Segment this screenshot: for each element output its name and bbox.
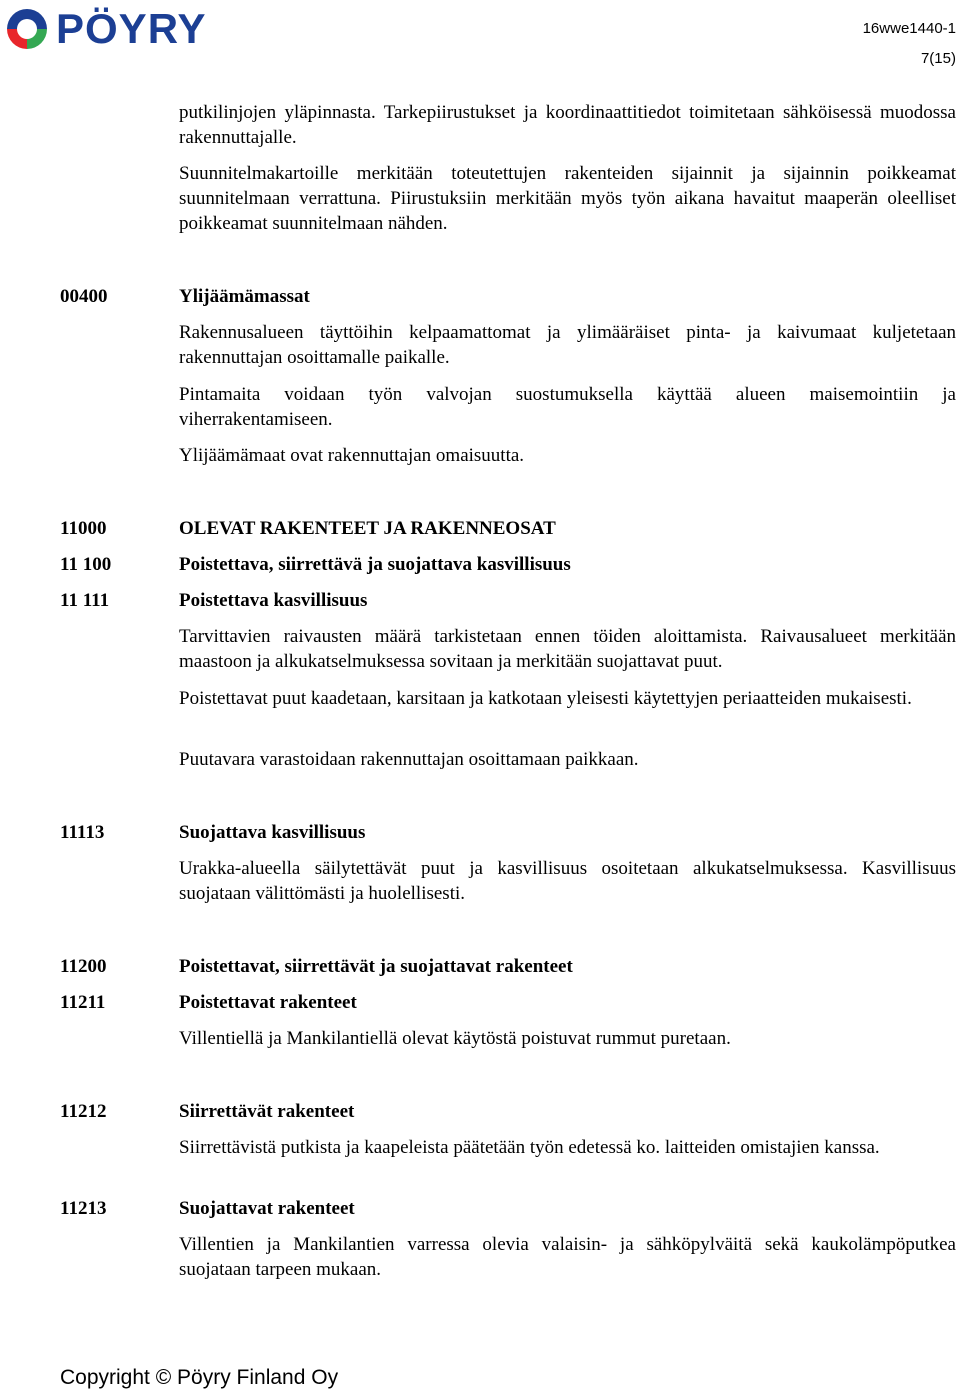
section-11111-paragraph-3: Puutavara varastoidaan rakennuttajan osoittamaan paikkaan.	[179, 749, 639, 770]
section-11212-paragraph-1: Siirrettävistä putkista ja kaapeleista päätetään työn edetessä ko. laitteiden omistajien kanssa.	[179, 1137, 880, 1158]
intro-paragraph-1: putkilinjojen yläpinnasta. Tarkepiirustukset ja koordinaattitiedot toimitetaan sähköisessä muodossa rakennuttajalle.	[179, 102, 956, 148]
section-number-11100: 11 100	[60, 554, 112, 575]
section-title-11113: Suojattava kasvillisuus	[179, 822, 366, 843]
section-title-11100: Poistettava, siirrettävä ja suojattava kasvillisuus	[179, 554, 571, 575]
section-title-11200: Poistettavat, siirrettävät ja suojattavat rakenteet	[179, 956, 573, 977]
logo-wordmark: PÖYRY	[56, 5, 207, 52]
section-title-11211: Poistettavat rakenteet	[179, 992, 357, 1013]
section-11211-paragraph-1: Villentiellä ja Mankilantiellä olevat käytöstä poistuvat rummut puretaan.	[179, 1028, 731, 1049]
section-number-11212: 11212	[60, 1101, 107, 1122]
section-title-11212: Siirrettävät rakenteet	[179, 1101, 355, 1122]
document-id: 16wwe1440-1	[862, 20, 956, 37]
section-title-11000: OLEVAT RAKENTEET JA RAKENNEOSAT	[179, 518, 556, 539]
intro-paragraph-2: Suunnitelmakartoille merkitään toteutettujen rakenteiden sijainnit ja sijainnin poikkeamat suunnitelmaan verrattuna. Piirustuksiin merkitään myös työn aikana havaitut maaperän oleelliset poikkeamat suunnitelmaan nähden.	[179, 163, 956, 234]
footer-copyright: Copyright © Pöyry Finland Oy	[60, 1366, 339, 1389]
section-number-11200: 11200	[60, 956, 107, 977]
section-number-11213: 11213	[60, 1198, 107, 1219]
section-11113-paragraph-1: Urakka-alueella säilytettävät puut ja kasvillisuus osoitetaan alkukatselmuksessa. Kasvillisuus suojataan välittömästi ja huolellisesti.	[179, 858, 956, 904]
page-header	[0, 0, 960, 70]
section-number-00400: 00400	[60, 286, 108, 307]
page-number: 7(15)	[920, 50, 956, 67]
section-00400-paragraph-3: Ylijäämämaat ovat rakennuttajan omaisuutta.	[179, 445, 525, 466]
section-title-11111: Poistettava kasvillisuus	[179, 590, 368, 611]
poyry-logo	[4, 6, 206, 52]
section-11111-paragraph-2: Poistettavat puut kaadetaan, karsitaan ja katkotaan yleisesti käytettyjen periaatteiden mukaisesti.	[179, 688, 912, 709]
section-00400-paragraph-2: Pintamaita voidaan työn valvojan suostumuksella käyttää alueen maisemointiin ja viherrakentamiseen.	[179, 384, 956, 430]
section-number-11211: 11211	[60, 992, 106, 1013]
poyry-logo-icon	[4, 6, 50, 52]
section-title-00400: Ylijäämämassat	[179, 286, 310, 307]
section-00400-paragraph-1: Rakennusalueen täyttöihin kelpaamattomat ja ylimääräiset pinta- ja kaivumaat kuljetetaan rakennuttajan osoittamalle paikalle.	[179, 322, 956, 368]
section-11111-paragraph-1: Tarvittavien raivausten määrä tarkistetaan ennen töiden aloittamista. Raivausalueet merkitään maastoon ja alkukatselmuksessa sovitaan ja merkitään suojattavat puut.	[179, 626, 956, 672]
section-title-11213: Suojattavat rakenteet	[179, 1198, 355, 1219]
section-number-11000: 11000	[60, 518, 107, 539]
section-11213-paragraph-1: Villentien ja Mankilantien varressa olevia valaisin- ja sähköpylväitä sekä kaukolämpöputkea suojataan tarpeen mukaan.	[179, 1234, 956, 1280]
section-number-11113: 11113	[60, 822, 105, 843]
section-number-11111: 11 111	[60, 590, 110, 611]
